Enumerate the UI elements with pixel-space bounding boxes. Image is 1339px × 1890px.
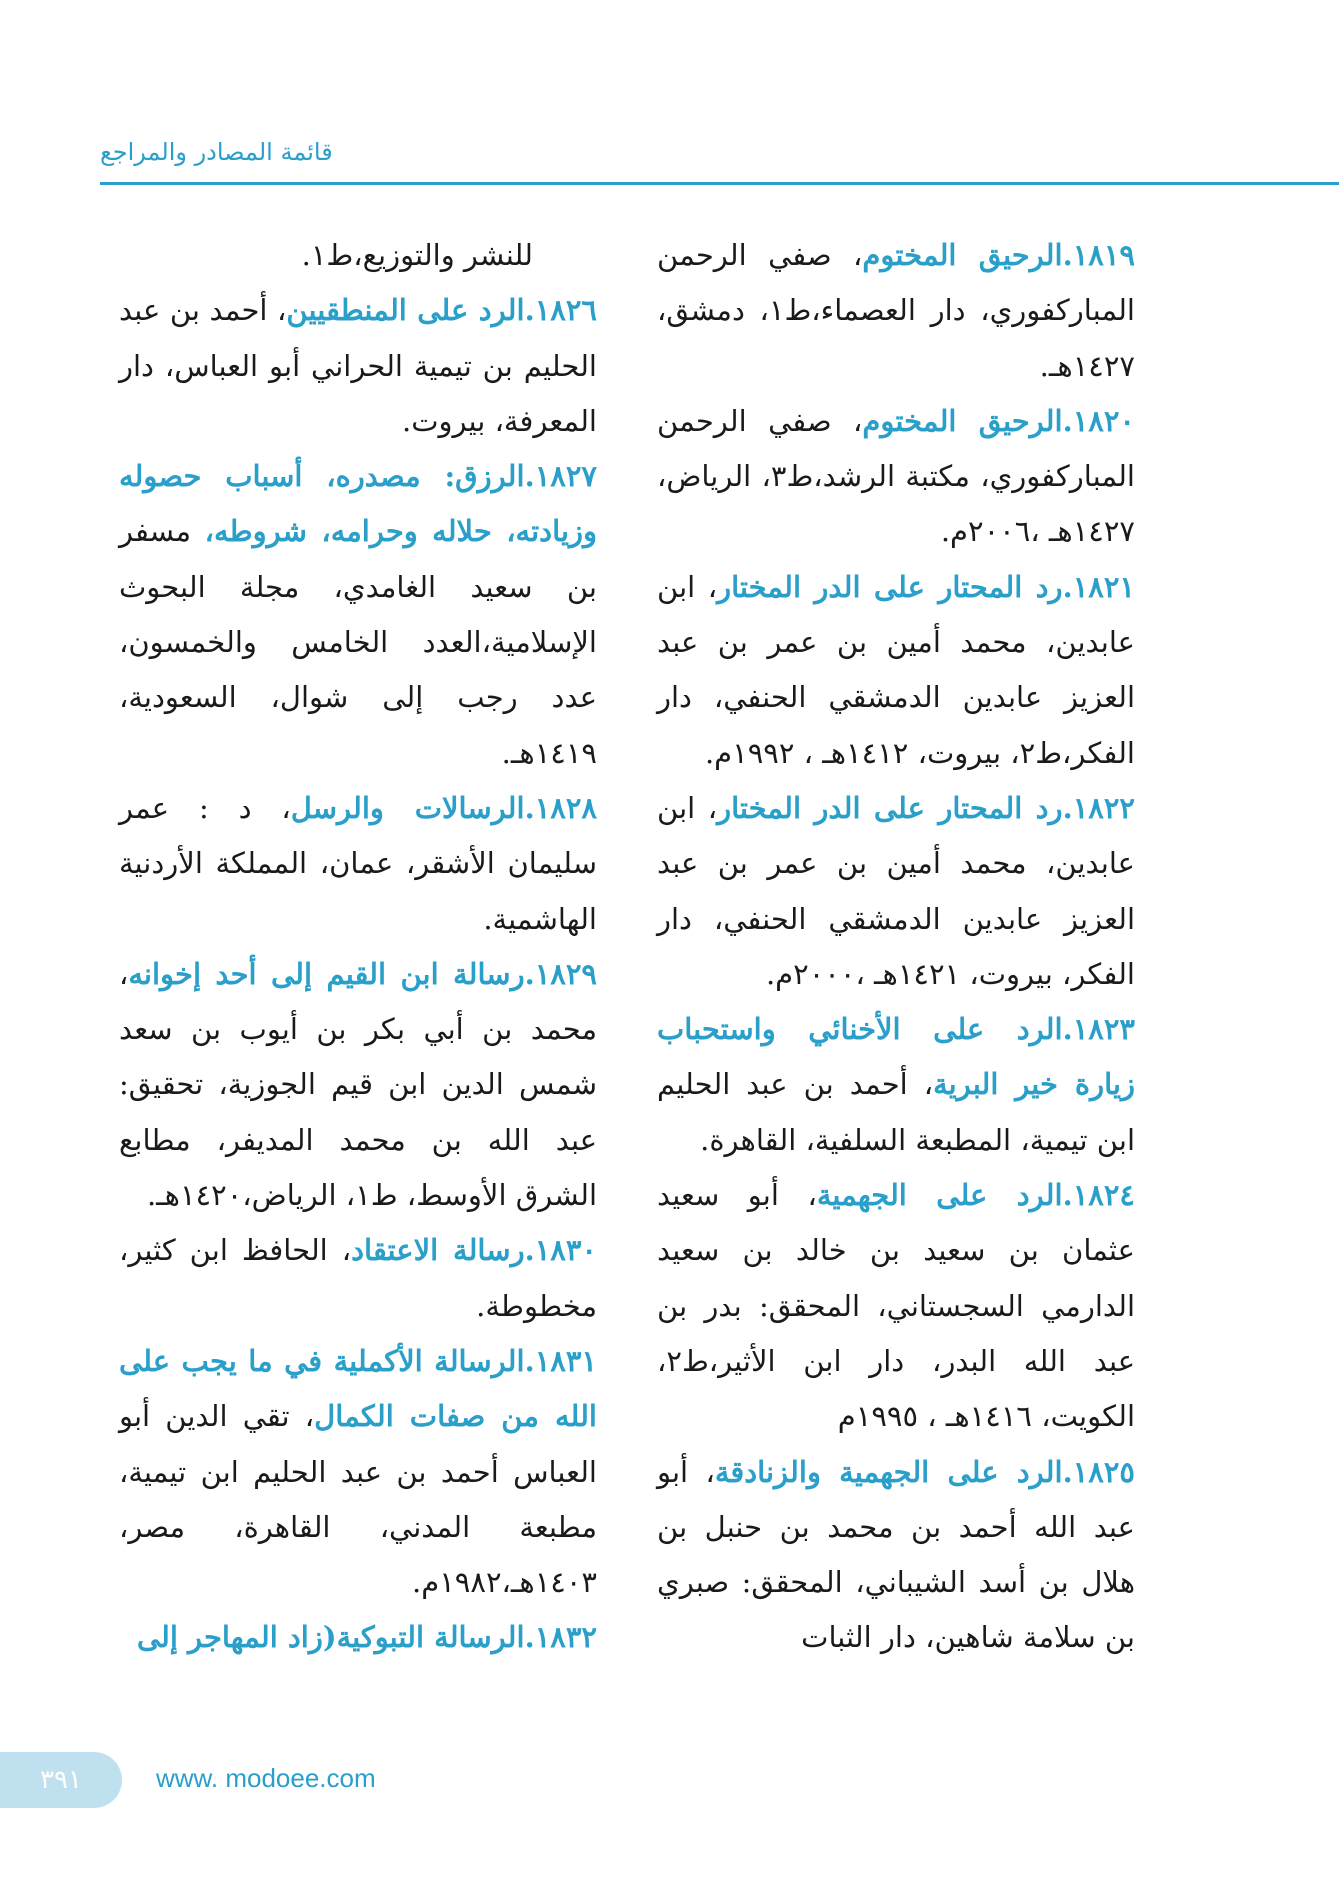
entry-text: ، أبو سعيد عثمان بن سعيد بن خالد بن سعيد الدارمي السجستاني، المحقق: بدر بن عبد الله البدر، دار ابن الأثير،ط٢، الكويت، ١٤١٦هـ ، ١٩٩٥م [657,1178,1135,1434]
bibliography-entry [657,1168,1135,1444]
bibliography-entry [119,1334,597,1610]
entry-number: ١٨٢٨. [524,790,597,825]
entry-title: الرد على المنطقيين [286,293,525,328]
bibliography-entry [119,781,597,947]
entry-text: ، محمد بن أبي بكر بن أيوب بن سعد شمس الدين ابن قيم الجوزية، تحقيق: عبد الله بن محمد المديفر، مطابع الشرق الأوسط، ط١، الرياض،١٤٢٠هـ. [119,956,597,1213]
bibliography-entry [119,449,597,781]
entry-title: الرحيق المختوم [862,403,1063,438]
entry-title: الرسالة الأكملية في ما يجب على الله من صفات الكمال [119,1343,597,1434]
bibliography-entry [119,1223,597,1334]
entry-text: ، د : عمر سليمان الأشقر، عمان، المملكة الأردنية الهاشمية. [119,790,597,936]
entry-title: الرد على الجهمية [816,1178,1063,1213]
entry-number: ١٨٢٩. [524,956,597,991]
page-number: ٣٩١ [40,1765,82,1795]
entry-text: ، ابن عابدين، محمد أمين بن عمر بن عبد العزيز عابدين الدمشقي الحنفي، دار الفكر، بيروت، ١٤٢١هـ ،٢٠٠٠م. [657,790,1135,991]
entry-text: ، ابن عابدين، محمد أمين بن عمر بن عبد العزيز عابدين الدمشقي الحنفي، دار الفكر،ط٢، بيروت، ١٤١٢هـ ، ١٩٩٢م. [657,569,1135,770]
right-column [657,228,1135,1666]
bibliography-entry [119,1610,597,1665]
entry-text: ، الحافظ ابن كثير، مخطوطة. [119,1233,597,1323]
entry-number: ١٨٢٢. [1062,790,1135,825]
entry-number: ١٨٢٠. [1062,403,1135,438]
entry-number: ١٨١٩. [1062,238,1135,272]
entry-title: الرحيق المختوم [862,238,1063,272]
entry-text: ، صفي الرحمن المباركفوري، مكتبة الرشد،ط٣، الرياض، ١٤٢٧هـ ،٢٠٠٦م. [657,403,1135,549]
bibliography-entry [657,1002,1135,1168]
page-number-badge [0,1752,122,1808]
bibliography-entry [657,228,1135,394]
entry-title: الرسالات والرسل [290,790,525,825]
entry-number: ١٨٣٠. [524,1233,597,1268]
entry-title: الرسالة التبوكية(زاد المهاجر إلى [136,1620,525,1655]
entry-number: ١٨٢٤. [1062,1178,1135,1213]
bibliography-entry [657,1445,1135,1666]
entry-continuation: للنشر والتوزيع،ط١. [301,238,533,272]
footer-url[interactable]: www. modoee.com [156,1763,376,1793]
entry-title: رسالة الاعتقاد [351,1233,525,1268]
bibliography-entry [119,947,597,1223]
left-column [119,228,597,1666]
bibliography-entry [657,394,1135,560]
bibliography-entry [119,283,597,449]
entry-title: رسالة ابن القيم إلى أحد إخوانه [128,956,525,991]
entry-title: الرد على الأخنائي واستحباب زيارة خير البرية [657,1012,1135,1102]
header-divider [100,182,1339,185]
entry-number: ١٨٢٦. [524,293,597,328]
running-header-title: قائمة المصادر والمراجع [100,138,333,166]
entry-text: ، أحمد بن عبد الحليم بن تيمية الحراني أبو العباس، دار المعرفة، بيروت. [119,293,597,438]
entry-text: ، صفي الرحمن المباركفوري، دار العصماء،ط١، دمشق، ١٤٢٧هـ. [657,238,1135,383]
entry-text: ، أحمد بن عبد الحليم ابن تيمية، المطبعة السلفية، القاهرة. [657,1067,1135,1157]
entry-number: ١٨٢٧. [524,459,597,494]
entry-number: ١٨٢١. [1062,569,1135,604]
entry-number: ١٨٢٥. [1062,1454,1135,1489]
entry-text: ، أبو عبد الله أحمد بن محمد بن حنبل بن هلال بن أسد الشيباني، المحقق: صبري بن سلامة شاهين، دار الثبات [657,1454,1135,1655]
entry-text: ، تقي الدين أبو العباس أحمد بن عبد الحليم ابن تيمية، مطبعة المدني، القاهرة، مصر، ١٤٠٣هـ،١٩٨٢م. [119,1399,597,1600]
entry-title: الرزق: مصدره، أسباب حصوله وزيادته، حلاله وحرامه، شروطه، [119,459,598,549]
entry-title: الرد على الجهمية والزنادقة [714,1454,1063,1489]
entry-number: ١٨٣٢. [524,1620,597,1655]
bibliography-entry [657,560,1135,781]
entry-text: مسفر بن سعيد الغامدي، مجلة البحوث الإسلامية،العدد الخامس والخمسون، عدد رجب إلى شوال، السعودية، ١٤١٩هـ. [119,514,597,770]
entry-title: رد المحتار على الدر المختار [717,790,1063,825]
entry-number: ١٨٣١. [524,1343,597,1378]
bibliography-entry [657,781,1135,1002]
entry-title: رد المحتار على الدر المختار [717,569,1063,604]
entry-number: ١٨٢٣. [1062,1012,1135,1047]
